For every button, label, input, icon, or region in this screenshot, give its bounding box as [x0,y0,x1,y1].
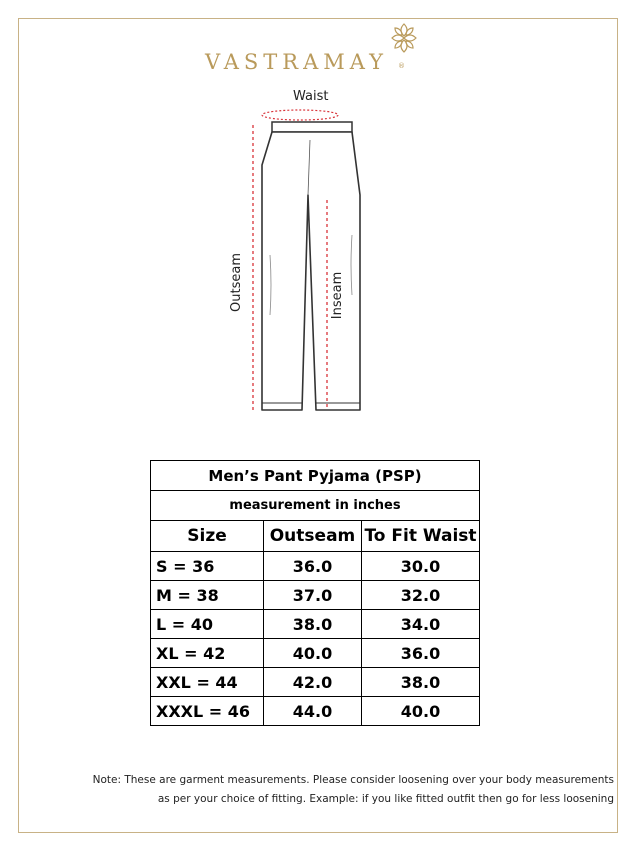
outseam-cell: 44.0 [264,697,362,726]
outseam-cell: 36.0 [264,552,362,581]
pant-outline [262,132,360,410]
waist-cell: 36.0 [362,639,480,668]
waist-measure-ellipse [262,110,338,120]
note-line-1: Note: These are garment measurements. Please consider loosening over your body measurements [92,774,614,786]
size-cell: L = 40 [151,610,264,639]
table-row [151,581,480,610]
header-to-fit-waist: To Fit Waist [362,521,480,552]
table-row [151,697,480,726]
size-cell: M = 38 [151,581,264,610]
outseam-cell: 37.0 [264,581,362,610]
size-cell: XL = 42 [151,639,264,668]
size-cell: S = 36 [151,552,264,581]
floral-logo-icon [390,22,418,54]
header-size: Size [151,521,264,552]
size-cell: XXL = 44 [151,668,264,697]
outseam-cell: 40.0 [264,639,362,668]
label-waist: Waist [293,89,329,104]
label-inseam: Inseam [330,271,346,320]
registered-mark: ® [398,62,405,70]
waist-cell: 30.0 [362,552,480,581]
brand-logo [205,22,415,82]
pant-diagram [220,85,380,425]
waist-cell: 38.0 [362,668,480,697]
brand-name: VASTRAMAY [205,50,388,74]
fitting-note [24,771,614,809]
table-row [151,610,480,639]
table-title: Men’s Pant Pyjama (PSP) [151,461,480,491]
label-outseam: Outseam [228,253,244,312]
waist-cell: 32.0 [362,581,480,610]
pant-waistband [272,122,352,132]
table-row [151,552,480,581]
header-outseam: Outseam [264,521,362,552]
note-line-2: as per your choice of fitting. Example: if you like fitted outfit then go for less loosening [157,793,614,805]
outseam-cell: 38.0 [264,610,362,639]
table-row [151,639,480,668]
size-chart-table [150,460,480,726]
outseam-cell: 42.0 [264,668,362,697]
table-subtitle: measurement in inches [151,491,480,521]
waist-cell: 40.0 [362,697,480,726]
table-row [151,668,480,697]
waist-cell: 34.0 [362,610,480,639]
size-cell: XXXL = 46 [151,697,264,726]
